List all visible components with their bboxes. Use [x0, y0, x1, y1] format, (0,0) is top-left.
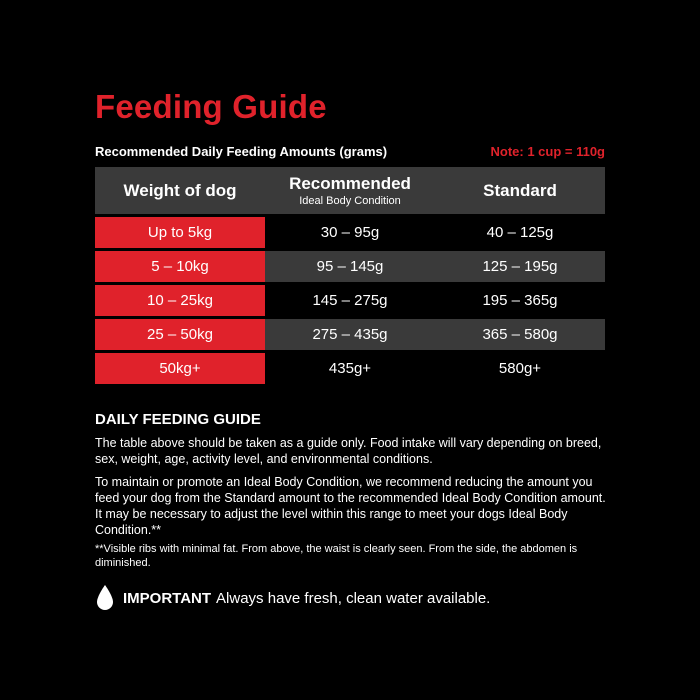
water-drop-icon [95, 584, 115, 612]
row-recommended: 95 – 145g [265, 251, 435, 282]
row-recommended: 275 – 435g [265, 319, 435, 350]
row-weight: Up to 5kg [95, 217, 265, 248]
table-subtitle: Recommended Daily Feeding Amounts (grams) [95, 144, 388, 159]
header-standard-label: Standard [483, 180, 557, 200]
row-weight: 10 – 25kg [95, 285, 265, 316]
guide-footnote: **Visible ribs with minimal fat. From above, the waist is clearly seen. From the side, the abdomen is diminished. [95, 543, 578, 569]
row-weight: 5 – 10kg [95, 251, 265, 282]
table-header-row [95, 167, 605, 214]
table-row [95, 285, 605, 316]
header-weight [95, 167, 265, 214]
header-weight-label: Weight of dog [123, 180, 237, 200]
row-recommended: 145 – 275g [265, 285, 435, 316]
important-label: IMPORTANT [123, 589, 212, 607]
table-row [95, 251, 605, 282]
daily-guide-heading: DAILY FEEDING GUIDE [95, 411, 261, 428]
row-standard: 195 – 365g [435, 285, 605, 316]
header-standard [435, 167, 605, 214]
row-weight: 50kg+ [95, 353, 265, 384]
row-standard: 125 – 195g [435, 251, 605, 282]
header-recommended [265, 167, 435, 214]
row-recommended: 435g+ [265, 353, 435, 384]
guide-paragraph-2: To maintain or promote an Ideal Body Condition, we recommend reducing the amount you feed your dog from the Standard amount to the recommended Ideal Body Condition amount. It may be necessary to adjust the level within this range to meet your dogs Ideal Body Condition.** [95, 475, 606, 537]
page-title: Feeding Guide [95, 88, 327, 125]
header-recommended-sublabel: Ideal Body Condition [299, 195, 401, 207]
header-recommended-label: Recommended [289, 174, 411, 193]
important-notice [95, 584, 490, 612]
row-standard: 365 – 580g [435, 319, 605, 350]
row-standard: 580g+ [435, 353, 605, 384]
feeding-table [95, 167, 605, 387]
table-row [95, 353, 605, 384]
table-row [95, 319, 605, 350]
guide-paragraph-1: The table above should be taken as a guide only. Food intake will vary depending on breed, sex, weight, age, activity level, and environmental conditions. [95, 436, 602, 466]
important-text: Always have fresh, clean water available. [216, 589, 491, 607]
table-row [95, 217, 605, 248]
row-recommended: 30 – 95g [265, 217, 435, 248]
row-standard: 40 – 125g [435, 217, 605, 248]
cup-note: Note: 1 cup = 110g [490, 144, 605, 159]
row-weight: 25 – 50kg [95, 319, 265, 350]
